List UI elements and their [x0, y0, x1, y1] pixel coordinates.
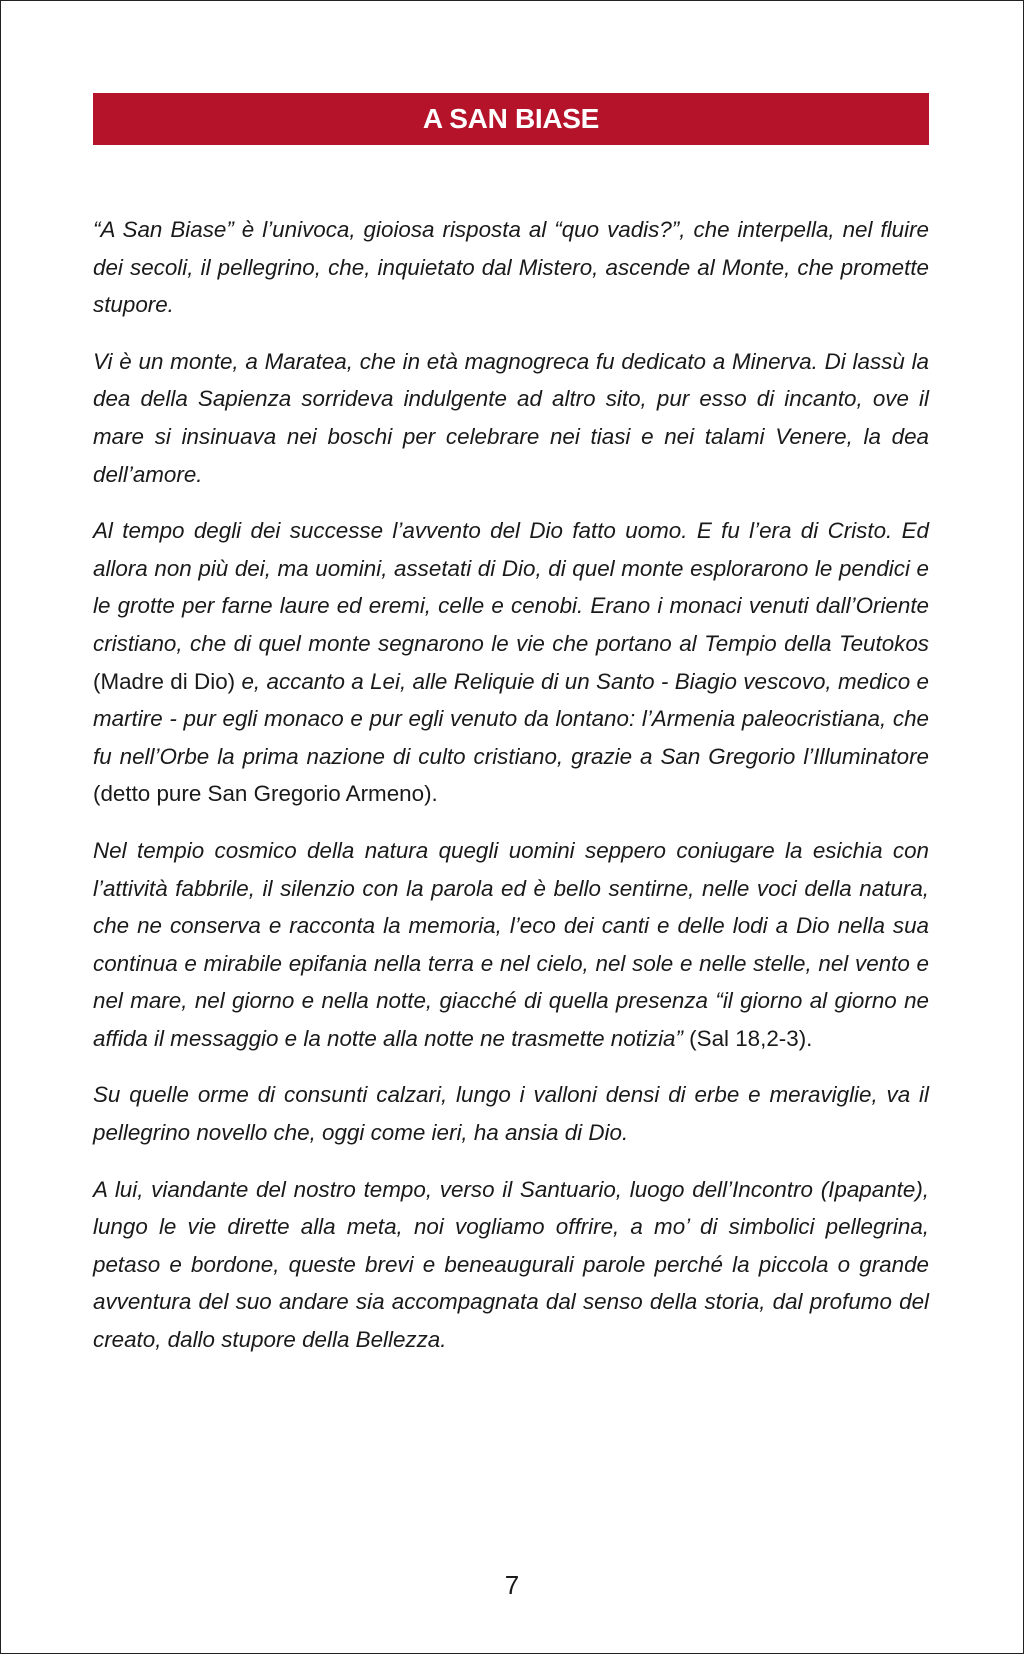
italic-text-segment: Su quelle orme di consunti calzari, lungo i valloni densi di erbe e meraviglie, va il pellegrino novello che, oggi come ieri, ha ansia di Dio.: [93, 1082, 929, 1146]
italic-text-segment: Nel tempio cosmico della natura quegli uomini seppero coniugare la esichia con l’attività fabbrile, il silenzio con la parola ed è bello sentirne, nelle voci della natura, che ne conserva e racconta la memoria, l’eco dei canti e delle lodi a Dio nella sua continua e mirabile epifania nella terra e nel cielo, nel sole e nelle stelle, nel vento e nel mare, nel giorno e nella notte, giacché di quella presenza “il giorno al giorno ne affida il messaggio e la notte alla notte ne trasmette notizia”: [93, 837, 929, 1051]
page-number: 7: [504, 1570, 520, 1600]
roman-text-segment: (Sal 18,2-3).: [682, 1025, 813, 1051]
roman-text-segment: (Madre di Dio): [93, 668, 242, 694]
body-text: [93, 211, 929, 1378]
italic-text-segment: Vi è un monte, a Maratea, che in età magnogreca fu dedicato a Minerva. Di lassù la dea della Sapienza sorrideva indulgente ad altro sito, pur esso di incanto, ove il mare si insinuava nei boschi per celebrare nei tiasi e nei talami Venere, la dea dell’amore.: [93, 348, 929, 487]
paragraph: [93, 211, 929, 324]
paragraph: [93, 343, 929, 493]
paragraph: [93, 832, 929, 1058]
paragraph: [93, 512, 929, 813]
italic-text-segment: A lui, viandante del nostro tempo, verso il Santuario, luogo dell’Incontro (Ipapante), lungo le vie dirette alla meta, noi vogliamo offrire, a mo’ di simbolici pellegrina, petaso e bordone, queste brevi e beneaugurali parole perché la piccola o grande avventura del suo andare sia accompagnata dal senso della storia, dal profumo del creato, dallo stupore della Bellezza.: [93, 1176, 929, 1353]
italic-text-segment: e, accanto a Lei, alle Reliquie di un Santo - Biagio vescovo, medico e martire - pur egli monaco e pur egli venuto da lontano: l’Armenia paleocristiana, che fu nell’Orbe la prima nazione di culto cristiano, grazie a San Gregorio l’Illuminatore: [93, 668, 929, 769]
roman-text-segment: (detto pure San Gregorio Armeno).: [93, 781, 438, 807]
italic-text-segment: Al tempo degli dei successe l’avvento del Dio fatto uomo. E fu l’era di Cristo. Ed allora non più dei, ma uomini, assetati di Dio, di quel monte esplorarono le pendici e le grotte per farne laure ed eremi, celle e cenobi. Erano i monaci venuti dall’Oriente cristiano, che di quel monte segnarono le vie che portano al Tempio della Teutokos: [93, 518, 929, 656]
page-title: A SAN BIASE: [422, 103, 600, 134]
paragraph: [93, 1171, 929, 1359]
paragraph: [93, 1076, 929, 1151]
title-banner: [93, 93, 929, 145]
italic-text-segment: “A San Biase” è l’univoca, gioiosa risposta al “quo vadis?”, che interpella, nel fluire dei secoli, il pellegrino, che, inquietato dal Mistero, ascende al Monte, che promette stupore.: [93, 217, 929, 318]
